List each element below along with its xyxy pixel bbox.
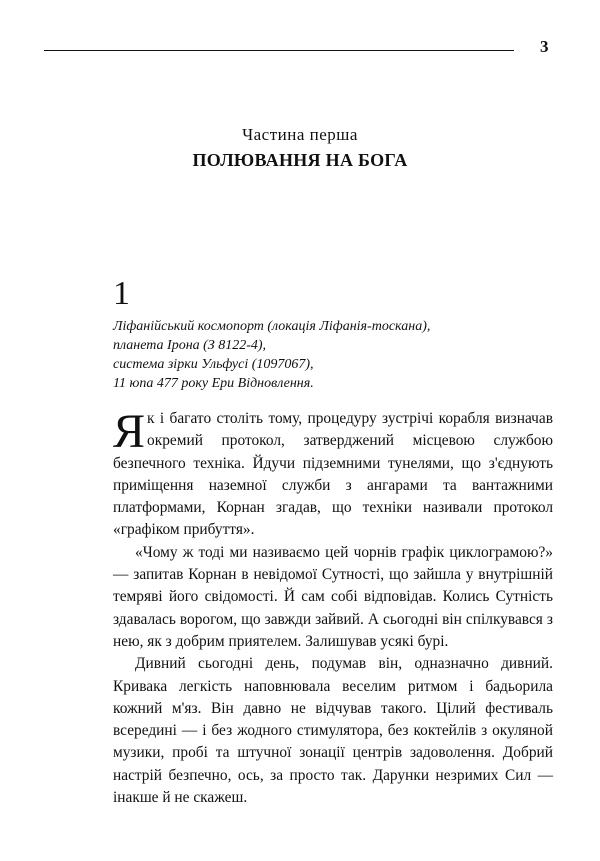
epigraph-line: система зірки Ульфусі (1097067), — [113, 357, 314, 372]
paragraph — [113, 405, 553, 542]
drop-cap: Я — [113, 405, 146, 458]
body-text — [113, 405, 553, 809]
chapter-number: 1 — [113, 275, 130, 312]
epigraph-line: планета Ірона (З 8122-4), — [113, 338, 267, 353]
epigraph-line: Ліфанійський космопорт (локація Ліфанія-тоскана), — [113, 319, 431, 334]
epigraph-line: 11 юпа 477 року Ери Відновлення. — [113, 376, 314, 391]
header-rule — [44, 50, 514, 51]
paragraph: Дивний сьогодні день, подумав він, одназначно дивний. Кривака легкість наповнювала веселим ритмом і бадьорила кожний м'яз. Він давно не відчував такого. Цілий фестиваль всередині — і без жодного стимулятора, без коктейлів з окуляной музики, пробі та штучної зонації центрів задоволення. Добрий настрій безпечно, ось, за просто так. Дарунки незримих Сил — інакше й не скажеш. — [113, 655, 553, 807]
paragraph: «Чому ж тоді ми називаємо цей чорнів графік циклограмою?» — запитав Корнан в невідомої Сутності, що зайшла у внутрішній темряві його свідомості. Й сам собі відповідав. Колись Сутність здавалась ворогом, що завжди зайвий. А сьогодні він спілкувався з нею, як з добрим приятелем. Залишував усякі бурі. — [113, 543, 553, 650]
chapter-epigraph — [113, 317, 553, 393]
page-number: 3 — [540, 37, 549, 56]
paragraph-text: к і багато століть тому, процедуру зустрічі корабля визначав окремий протокол, затверджений місцевою службою безпечного техніка. Йдучи підземними тунелями, що з'єднують приміщення наземної служби з ангарами та вантажними платформами, Корнан згадав, що техніки називали протокол «графіком прибуття». — [113, 410, 553, 539]
part-label: Частина перша — [242, 125, 358, 144]
part-title: ПОЛЮВАННЯ НА БОГА — [192, 150, 408, 170]
